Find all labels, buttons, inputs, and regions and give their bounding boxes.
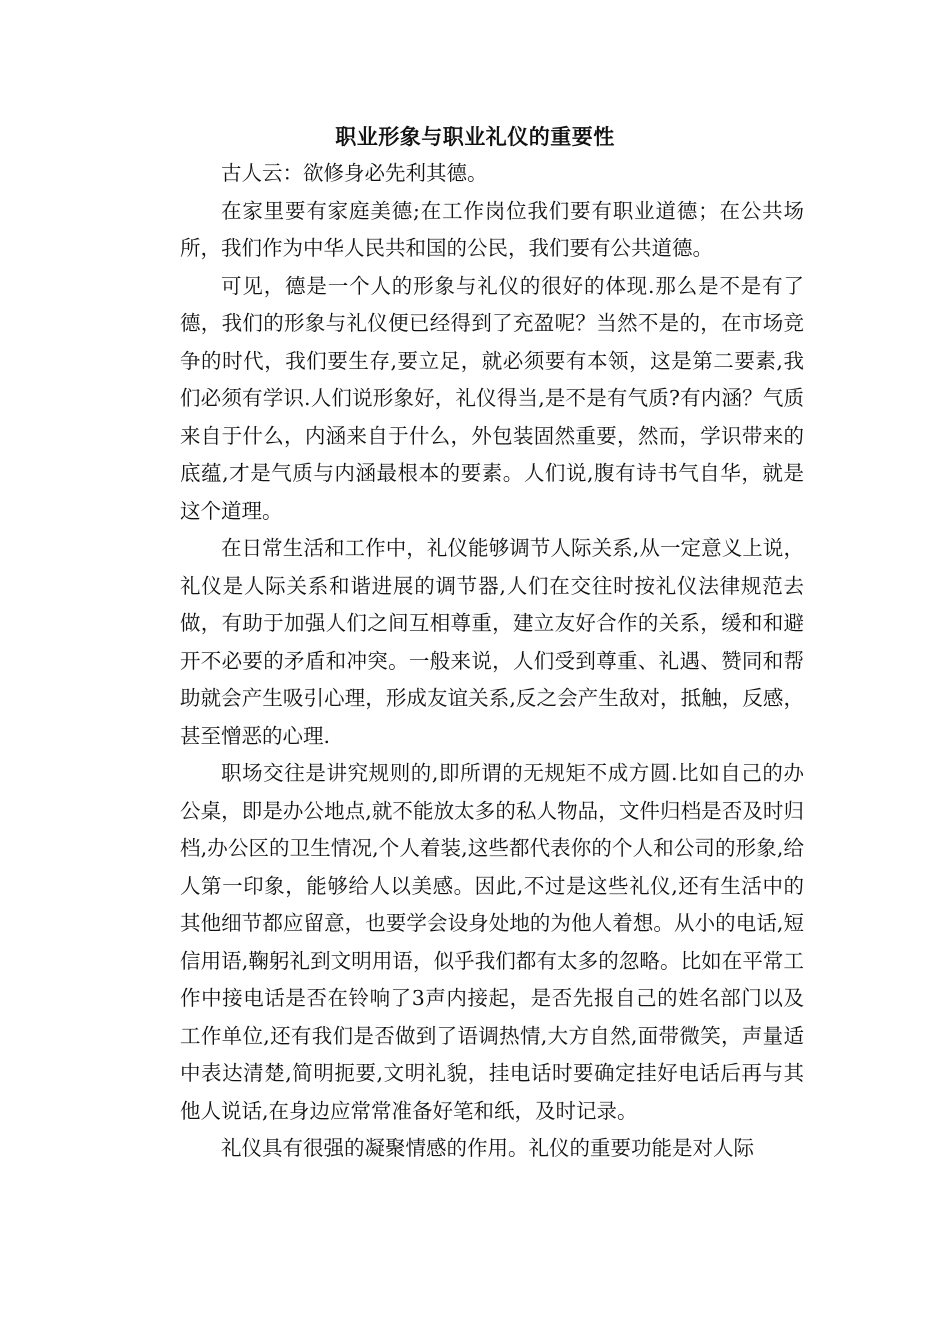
document-body <box>180 155 804 1168</box>
document-title: 职业形象与职业礼仪的重要性 <box>335 124 615 149</box>
paragraph: 礼仪具有很强的凝聚情感的作用。礼仪的重要功能是对人际 <box>221 1136 754 1160</box>
paragraph: 在家里要有家庭美德;在工作岗位我们要有职业道德；在公共场所，我们作为中华人民共和国的公民，我们要有公共道德。 <box>180 198 804 260</box>
paragraph: 可见，德是一个人的形象与礼仪的很好的体现.那么是不是有了德，我们的形象与礼仪便已经得到了充盈呢？当然不是的，在市场竞争的时代，我们要生存,要立足，就必须要有本领，这是第二要素,我们必须有学识.人们说形象好，礼仪得当,是不是有气质?有内涵？气质来自于什么，内涵来自于什么，外包装固然重要，然而，学识带来的底蕴,才是气质与内涵最根本的要素。人们说,腹有诗书气自华，就是这个道理。 <box>180 273 804 523</box>
paragraph: 职场交往是讲究规则的,即所谓的无规矩不成方圆.比如自己的办公桌，即是办公地点,就不能放太多的私人物品，文件归档是否及时归档,办公区的卫生情况,个人着装,这些都代表你的个人和公司的形象,给人第一印象，能够给人以美感。因此,不过是这些礼仪,还有生活中的其他细节都应留意，也要学会设身处地的为他人着想。从小的电话,短信用语,鞠躬礼到文明用语，似乎我们都有太多的忽略。比如在平常工作中接电话是否在铃响了3声内接起，是否先报自己的姓名部门以及工作单位,还有我们是否做到了语调热情,大方自然,面带微笑，声量适中表达清楚,简明扼要,文明礼貌，挂电话时要确定挂好电话后再与其他人说话,在身边应常常准备好笔和纸，及时记录。 <box>180 761 804 1123</box>
paragraph: 古人云：欲修身必先利其德。 <box>221 161 488 185</box>
paragraph: 在日常生活和工作中，礼仪能够调节人际关系,从一定意义上说，礼仪是人际关系和谐进展的调节器,人们在交往时按礼仪法律规范去做，有助于加强人们之间互相尊重，建立友好合作的关系，缓和和避开不必要的矛盾和冲突。一般来说，人们受到尊重、礼遇、赞同和帮助就会产生吸引心理，形成友谊关系,反之会产生敌对，抵触，反感，甚至憎恶的心理. <box>180 536 804 748</box>
